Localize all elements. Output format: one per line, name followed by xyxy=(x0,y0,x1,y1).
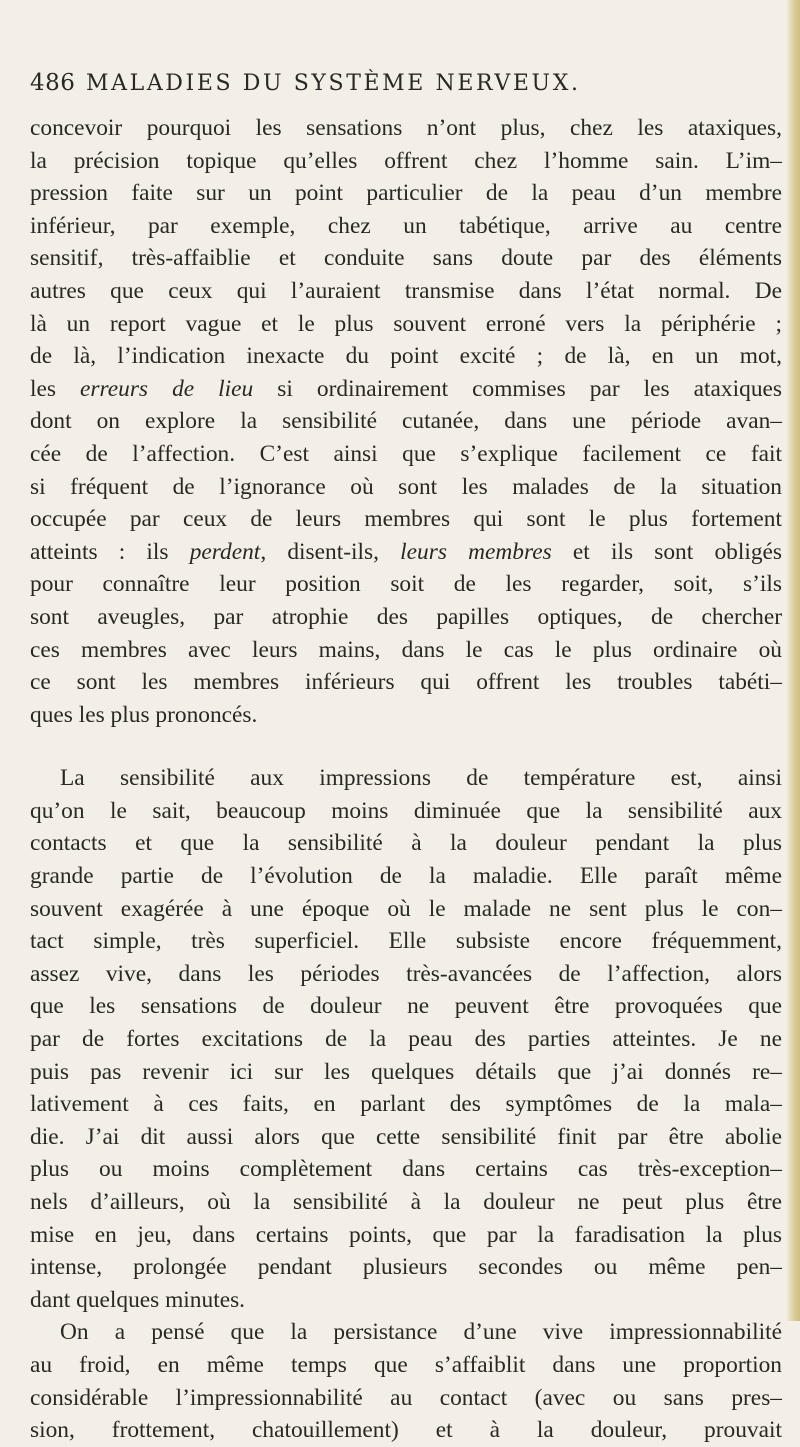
text-segment: contacts et que la sensibilité à la douleur pendant la plus xyxy=(30,830,782,857)
text-segment: la précision topique qu’elles offrent chez l’homme sain. L’im– xyxy=(30,147,782,174)
text-line xyxy=(30,503,782,536)
text-line xyxy=(30,471,782,504)
body-text xyxy=(30,112,782,1447)
paragraph xyxy=(30,762,782,1316)
text-line xyxy=(30,177,782,210)
text-line xyxy=(30,242,782,275)
text-line xyxy=(30,634,782,667)
text-segment: au froid, en même temps que s’affaiblit dans une proportion xyxy=(30,1351,782,1378)
text-segment: dont on explore la sensibilité cutanée, dans une période avan– xyxy=(30,408,782,435)
text-segment: si fréquent de l’ignorance où sont les malades de la situation xyxy=(30,473,782,500)
text-line xyxy=(30,925,782,958)
text-segment: lativement à ces faits, en parlant des symptômes de la mala– xyxy=(30,1091,782,1118)
text-segment: tact simple, très superficiel. Elle subsiste encore fréquemment, xyxy=(30,928,782,955)
text-line xyxy=(30,1088,782,1121)
text-segment: On a pensé que la persistance d’une vive impressionnabilité xyxy=(60,1319,782,1346)
text-segment: , disent-ils, xyxy=(260,538,401,565)
text-segment: pour connaître leur position soit de les regarder, soit, s’ils xyxy=(30,571,782,598)
text-segment: là un report vague et le plus souvent erroné vers la périphérie ; xyxy=(30,310,782,337)
text-line xyxy=(30,1023,782,1056)
text-segment: nels d’ailleurs, où la sensibilité à la douleur ne peut plus être xyxy=(30,1189,782,1215)
text-line xyxy=(30,1251,782,1284)
text-segment: mise en jeu, dans certains points, que par la faradisation la plus xyxy=(30,1221,782,1248)
text-line xyxy=(30,112,782,145)
text-segment: La sensibilité aux impressions de température est, ainsi xyxy=(60,765,782,792)
text-segment: et ils sont obligés xyxy=(551,538,783,565)
text-segment: concevoir pourquoi les sensations n’ont plus, chez les ataxiques, xyxy=(30,115,782,141)
book-page xyxy=(30,70,782,1447)
text-segment: assez vive, dans les périodes très-avancées de l’affection, alors xyxy=(30,960,782,987)
text-line xyxy=(30,210,782,243)
page-header xyxy=(30,70,782,112)
text-line xyxy=(30,568,782,601)
text-line xyxy=(30,438,782,471)
text-segment: cée de l’affection. C’est ainsi que s’explique facilement ce fait xyxy=(30,440,782,467)
text-segment: die. J’ai dit aussi alors que cette sensibilité finit par être abolie xyxy=(30,1123,782,1150)
text-line xyxy=(30,405,782,438)
text-line xyxy=(30,1219,782,1252)
text-segment: sont aveugles, par atrophie des papilles optiques, de chercher xyxy=(30,603,782,630)
text-segment: les xyxy=(30,375,81,402)
text-segment: souvent exagérée à une époque où le malade ne sent plus le con– xyxy=(30,895,782,922)
text-segment: considérable l’impressionnabilité au contact (avec ou sans pres– xyxy=(30,1384,782,1411)
italic-text: perdent xyxy=(189,538,261,565)
text-segment: par de fortes excitations de la peau des parties atteintes. Je ne xyxy=(30,1026,782,1053)
text-segment: qu’on le sait, beaucoup moins diminuée que la sensibilité aux xyxy=(30,797,782,824)
text-segment: inférieur, par exemple, chez un tabétique, arrive au centre xyxy=(30,212,782,239)
text-line xyxy=(30,666,782,699)
text-segment: ques les plus prononcés. xyxy=(30,701,258,728)
italic-text: erreurs de lieu xyxy=(80,375,254,402)
text-segment: de là, l’indication inexacte du point excité ; de là, en un mot, xyxy=(30,343,782,370)
text-segment: sensitif, très-affaiblie et conduite sans doute par des éléments xyxy=(30,245,782,272)
text-segment: si ordinairement commises par les ataxiques xyxy=(253,375,782,402)
text-line xyxy=(30,827,782,860)
text-segment: sion, frottement, chatouillement) et à la douleur, prouvait xyxy=(30,1417,782,1444)
text-segment: grande partie de l’évolution de la maladie. Elle paraît même xyxy=(30,863,782,890)
text-line xyxy=(30,373,782,406)
text-segment: que les sensations de douleur ne peuvent être provoquées que xyxy=(30,993,782,1020)
paragraph xyxy=(30,1316,782,1446)
text-segment: dant quelques minutes. xyxy=(30,1286,246,1313)
italic-text: leurs membres xyxy=(400,538,552,565)
text-line xyxy=(30,1316,782,1349)
running-title: MALADIES DU SYSTÈME NERVEUX. xyxy=(86,71,581,96)
text-line xyxy=(30,308,782,341)
text-line xyxy=(30,1121,782,1154)
page-number: 486 xyxy=(30,70,76,96)
text-line xyxy=(30,340,782,373)
text-segment: intense, prolongée pendant plusieurs secondes ou même pen– xyxy=(30,1254,782,1281)
text-line xyxy=(30,1186,782,1219)
text-line xyxy=(30,1382,782,1415)
text-segment: atteints : ils xyxy=(30,538,190,565)
text-line xyxy=(30,275,782,308)
text-line xyxy=(30,795,782,828)
text-segment: autres que ceux qui l’auraient transmise dans l’état normal. De xyxy=(30,277,782,304)
text-line xyxy=(30,536,782,569)
text-line xyxy=(30,145,782,178)
page-edge-shading xyxy=(786,0,800,1321)
text-segment: puis pas revenir ici sur les quelques détails que j’ai donnés re– xyxy=(30,1058,782,1085)
text-segment: plus ou moins complètement dans certains cas très-exception– xyxy=(30,1156,782,1183)
paragraph-gap xyxy=(30,731,782,762)
text-segment: pression faite sur un point particulier de la peau d’un membre xyxy=(30,180,782,207)
text-line xyxy=(30,860,782,893)
paragraph xyxy=(30,112,782,731)
text-line xyxy=(30,1349,782,1382)
text-line xyxy=(30,601,782,634)
text-line xyxy=(30,1056,782,1089)
text-line xyxy=(30,699,782,732)
text-segment: occupée par ceux de leurs membres qui sont le plus fortement xyxy=(30,506,782,533)
text-line xyxy=(30,1414,782,1447)
text-line xyxy=(30,893,782,926)
text-line xyxy=(30,1284,782,1317)
text-segment: ces membres avec leurs mains, dans le cas le plus ordinaire où xyxy=(30,636,782,663)
text-line xyxy=(30,958,782,991)
text-segment: ce sont les membres inférieurs qui offrent les troubles tabéti– xyxy=(30,669,782,696)
text-line xyxy=(30,1153,782,1186)
text-line xyxy=(30,990,782,1023)
text-line xyxy=(30,762,782,795)
